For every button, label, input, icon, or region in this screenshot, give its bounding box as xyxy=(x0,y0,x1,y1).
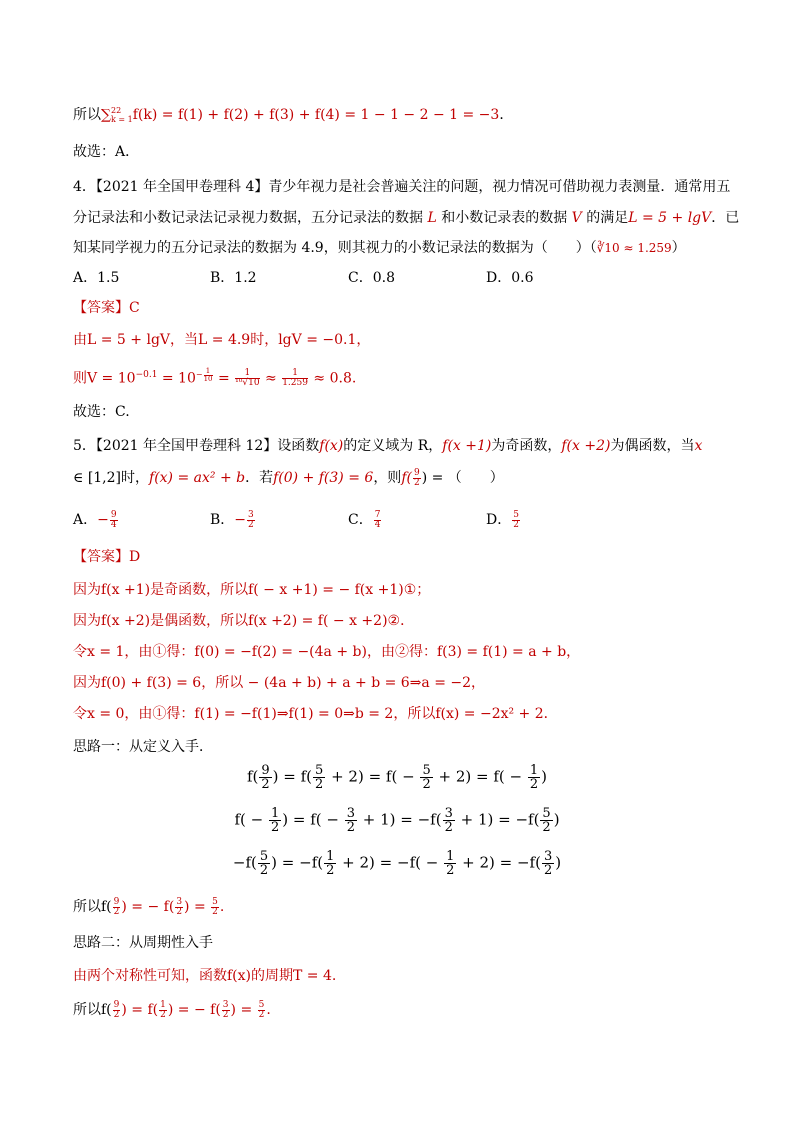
eq2-d3: 2 xyxy=(444,820,453,835)
eq3-p0: −f( xyxy=(232,853,257,872)
q4-solution-2: 则$V = 10^{-0.1} = 10^{- \frac{1}{10}}$ = $\frac{1}{\text{¹⁰√10}}$ ≈ $\frac{1}{1.259}$ ≈ 0.8. xyxy=(73,366,357,389)
q4-option-a: A．1.5 xyxy=(73,270,120,286)
option-c-num: 7 xyxy=(374,509,381,520)
option-c-den: 4 xyxy=(374,519,381,530)
q5-math-1f: f(x +2) xyxy=(561,438,611,454)
q5-option-c xyxy=(348,510,382,530)
text-prefix: 所以 xyxy=(73,107,101,123)
c2-d4: 2 xyxy=(258,1009,265,1020)
q5-math-2f: f( xyxy=(401,470,412,486)
q4-option-b: B．1.2 xyxy=(210,270,257,286)
frac-a-num: 1 xyxy=(235,369,259,379)
q5-solution-3: 令x = 1，由①得：f(0) = −f(2) = −(4a + b)，由②得：f(3) = f(1) = a + b， xyxy=(73,644,581,660)
q4-stem-line-2 xyxy=(73,208,740,228)
q4-stem-line-3 xyxy=(73,238,734,258)
eq3-d4: 2 xyxy=(543,863,553,878)
q5-option-d xyxy=(486,510,521,530)
q4-number: 4． xyxy=(73,179,96,195)
q4-answer: 【答案】C xyxy=(73,300,140,316)
q3-choice: 故选：A． xyxy=(73,144,140,160)
q4-option-d: D．0.6 xyxy=(486,270,534,286)
eq2-n4: 5 xyxy=(542,806,551,821)
sum-expression: f(k) = f(1) + f(2) + f(3) + f(4) = 1 − 1 − 2 − 1 = −3 xyxy=(132,107,500,123)
eq2-p3: + 1) = −f( xyxy=(455,810,540,829)
q5-math-1d: f(x +1) xyxy=(442,438,492,454)
equation-3 xyxy=(0,850,794,877)
eq3-p2: + 2) = −f( − xyxy=(337,853,444,872)
equation-1 xyxy=(0,764,794,791)
q5-option-a xyxy=(73,510,119,530)
q4-source-tag: 【2021 年全国甲卷理科 4】 xyxy=(95,179,269,195)
c2-d1: 2 xyxy=(113,1009,120,1020)
eq2-n2: 3 xyxy=(346,806,355,821)
eq2-p4: ) xyxy=(553,810,560,829)
eq2-d2: 2 xyxy=(346,820,355,835)
c2-p0: 所以f( xyxy=(73,1002,112,1018)
q5-math-1h: x xyxy=(694,438,703,454)
eq3-n1: 5 xyxy=(259,849,269,864)
q5-solution-4: 因为f(0) + f(3) = 6，所以 − (4a + b) + a + b = 6⇒a = −2， xyxy=(73,675,486,691)
eq3-d3: 2 xyxy=(446,863,455,878)
eq3-d2: 2 xyxy=(326,863,335,878)
q5-solution-2: 因为f(x +2)是偶函数，所以f(x +2) = f( − x +2)②． xyxy=(73,613,415,629)
q5-answer: 【答案】D xyxy=(73,549,141,565)
q4-choice: 故选：C. xyxy=(73,404,130,420)
eq2-n1: 1 xyxy=(270,806,280,821)
option-a-label: A． xyxy=(73,512,98,528)
c2-p4: . xyxy=(266,1002,271,1018)
eq3-n3: 1 xyxy=(446,849,455,864)
eq3-n2: 1 xyxy=(326,849,335,864)
option-d-label: D． xyxy=(486,512,512,528)
q5-text-1e: 为奇函数， xyxy=(491,438,562,454)
q4-stem-text-2b: 和小数记录表的数据 xyxy=(436,210,572,226)
q4-stem-text-3a: 知某同学视力的五分记录法的数据为 4.9，则其视力的小数记录法的数据为（ ）（ xyxy=(73,240,597,256)
eq1-p0: f( xyxy=(246,767,259,786)
option-b-den: 2 xyxy=(248,519,254,530)
q5-text-2a: ∈ [1,2]时， xyxy=(73,470,150,486)
option-c-label: C． xyxy=(348,512,373,528)
q5-text-2e: ，则 xyxy=(373,470,402,486)
q4-sol2-exp: −0.1 xyxy=(135,370,158,380)
q4-solution-text-1: 由L = 5 + lgV，当L = 4.9时，lgV = −0.1， xyxy=(73,332,371,348)
eq3-p3: + 2) = −f( xyxy=(457,853,541,872)
q4-option-c: C．0.8 xyxy=(348,270,395,286)
c2-n1: 9 xyxy=(113,999,120,1010)
eq1-n1: 9 xyxy=(261,763,270,778)
q4-sol2-c: = 10 xyxy=(157,370,196,387)
eq2-d4: 2 xyxy=(542,820,551,835)
eq3-n4: 3 xyxy=(543,849,553,864)
formula-L: L = 5 + lgV xyxy=(628,210,712,226)
q5-option-b xyxy=(210,510,256,530)
c2-n3: 3 xyxy=(222,999,229,1010)
q4-stem-text-3b: ） xyxy=(671,240,686,256)
eq1-d4: 2 xyxy=(529,777,539,792)
sum-conclusion-line: 所以∑ 22 k = 1 f(k) = f(1) + f(2) + f(3) + f(4) = 1 − 1 − 2 − 1 = −3． xyxy=(73,106,514,124)
eq1-d3: 2 xyxy=(422,777,431,792)
q5-text-2c: ．若 xyxy=(245,470,274,486)
eq1-p4: ) xyxy=(541,767,547,786)
root-hint: ∛10 ≈ 1.259 xyxy=(596,241,672,255)
option-d-num: 5 xyxy=(513,509,519,520)
q5-text-1c: 的定义域为 R， xyxy=(343,438,443,454)
q4-sol2-f: ≈ 0.8. xyxy=(308,370,357,387)
option-b-num: 3 xyxy=(248,509,254,520)
q5-number: 5． xyxy=(73,438,96,454)
option-a-sign: − xyxy=(97,512,109,528)
eq2-n3: 3 xyxy=(444,806,453,821)
c1-p0: 所以f( xyxy=(73,899,112,915)
sum-lower-limit: k = 1 xyxy=(111,115,133,124)
q4-stem-text-2c: 的满足 xyxy=(581,210,629,226)
q4-solution-1 xyxy=(73,330,734,350)
eq2-d1: 2 xyxy=(270,820,280,835)
frac-9-2-num: 9 xyxy=(413,467,420,478)
c1-p3: . xyxy=(219,899,225,915)
c1-n1: 9 xyxy=(113,896,120,907)
eq1-p3: + 2) = f( − xyxy=(433,767,527,786)
text-end: ． xyxy=(499,107,514,123)
q5-idea-2: 思路二：从周期性入手 xyxy=(73,935,213,951)
c2-n4: 5 xyxy=(258,999,265,1010)
option-d-den: 2 xyxy=(513,519,519,530)
equation-2 xyxy=(0,807,794,834)
q4-stem-text-2d: ．已 xyxy=(711,210,740,226)
q4-sol2-a: 则V = 10 xyxy=(73,370,136,387)
c1-d2: 2 xyxy=(176,906,183,917)
eq1-n4: 1 xyxy=(529,763,539,778)
c1-p1: ) = − f( xyxy=(121,899,175,915)
option-b-label: B． xyxy=(210,512,235,528)
c1-d1: 2 xyxy=(113,906,120,917)
eq2-p2: + 1) = −f( xyxy=(357,810,442,829)
sum-upper-limit: 22 xyxy=(111,106,122,115)
q5-conclusion-2 xyxy=(73,1000,734,1020)
q4-stem-line-1 xyxy=(73,177,734,197)
exp-frac-num: 1 xyxy=(204,368,213,376)
eq1-d1: 2 xyxy=(261,777,270,792)
eq3-p4: ) xyxy=(555,853,562,872)
option-a-den: 4 xyxy=(110,519,117,530)
q5-idea-1: 思路一：从定义入手． xyxy=(73,739,213,755)
c1-n3: 5 xyxy=(212,896,218,907)
c2-d3: 2 xyxy=(222,1009,229,1020)
q5-text-2g: ) = （ ） xyxy=(421,470,504,486)
c1-p2: ) = xyxy=(184,899,211,915)
q5-solution-5: 令x = 0，由①得：f(1) = −f(1)⇒f(1) = 0⇒b = 2，所以f(x) = −2x² + 2． xyxy=(73,706,558,722)
c2-p1: ) = f( xyxy=(121,1002,159,1018)
c2-p3: ) = xyxy=(230,1002,257,1018)
eq1-d2: 2 xyxy=(315,777,324,792)
q4-stem-text-1: 青少年视力是社会普遍关注的问题，视力情况可借助视力表测量．通常用五 xyxy=(268,179,731,195)
frac-b-den: 1.259 xyxy=(282,378,308,389)
eq3-p1: ) = −f( xyxy=(271,853,324,872)
c1-n2: 3 xyxy=(176,896,183,907)
eq2-p1: ) = f( − xyxy=(282,810,344,829)
q5-text-1a: 设函数 xyxy=(277,438,320,454)
q5-math-2b: f(x) = ax² + b xyxy=(149,470,246,486)
c2-p2: ) = − f( xyxy=(167,1002,221,1018)
q5-stem-line-2 xyxy=(73,468,734,488)
eq1-n2: 5 xyxy=(315,763,324,778)
q5-math-2d: f(0) + f(3) = 6 xyxy=(273,470,374,486)
eq3-d1: 2 xyxy=(259,863,269,878)
q4-sol2-d: = xyxy=(213,370,235,387)
eq1-n3: 5 xyxy=(422,763,431,778)
q5-stem-line-1 xyxy=(73,436,734,456)
option-a-num: 9 xyxy=(110,509,117,520)
frac-9-2-den: 2 xyxy=(413,477,420,488)
q5-conclusion-1 xyxy=(73,897,734,917)
eq1-p1: ) = f( xyxy=(272,767,313,786)
eq1-p2: + 2) = f( − xyxy=(326,767,420,786)
var-V: V xyxy=(571,210,582,226)
q5-solution-1: 因为f(x +1)是奇函数，所以f( − x +1) = − f(x +1)①； xyxy=(73,582,431,598)
q5-source-tag: 【2021 年全国甲卷理科 12】 xyxy=(95,438,278,454)
q4-sol2-e: ≈ xyxy=(260,370,282,387)
frac-b-num: 1 xyxy=(282,369,308,379)
var-L: L xyxy=(427,210,437,226)
q4-stem-text-2a: 分记录法和小数记录法记录视力数据，五分记录法的数据 xyxy=(73,210,428,226)
option-b-sign: − xyxy=(234,512,247,528)
exp-frac-den: 10 xyxy=(203,374,213,383)
eq2-p0: f( − xyxy=(234,810,268,829)
frac-a-den: ¹⁰√10 xyxy=(235,378,260,389)
c2-d2: 2 xyxy=(160,1009,166,1020)
c1-d3: 2 xyxy=(212,906,218,917)
q5-math-1b: f(x) xyxy=(319,438,344,454)
q5-period: 由两个对称性可知，函数f(x)的周期T = 4. xyxy=(73,968,337,984)
q5-text-1g: 为偶函数，当 xyxy=(610,438,695,454)
c2-n2: 1 xyxy=(160,999,166,1010)
